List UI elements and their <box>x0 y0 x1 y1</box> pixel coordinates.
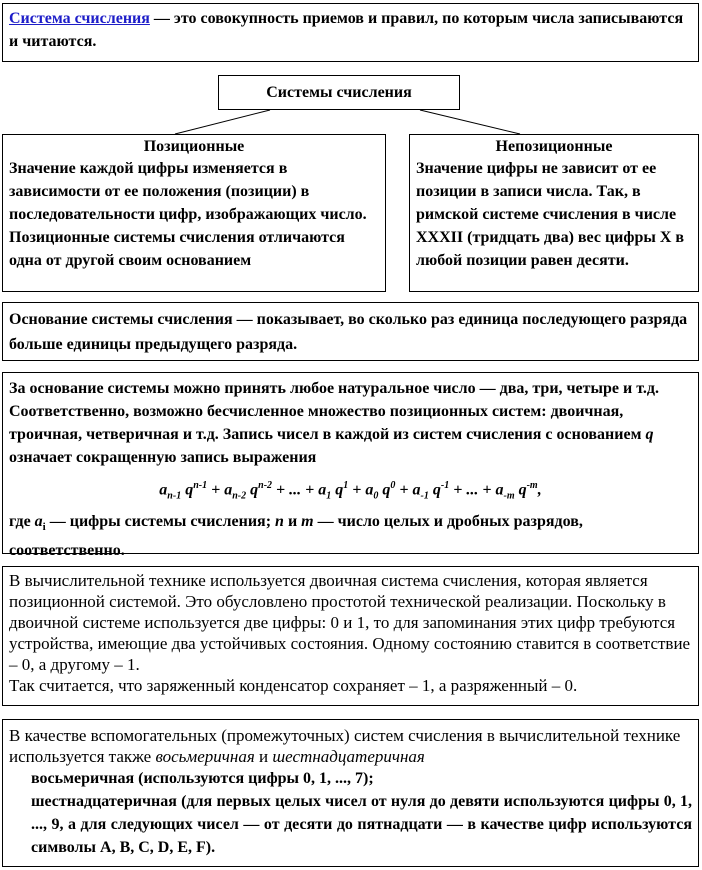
base-term: Основание <box>9 311 88 328</box>
formula-explanation: где $a_i$ — цифры системы счисления; n и m — число целых и дробных разрядов, соответственно. <box>9 512 583 559</box>
positional-base-term: основанием <box>166 252 252 269</box>
positional-box <box>2 134 386 292</box>
system-examples: двоичная, троичная, четверичная и т.д <box>9 403 624 443</box>
binary-paragraph: В вычислительной технике используется двоичная система счисления, которая является позиционной системой. Это обусловлено простотой технической реализации. Поскольку в двоичной системе используется две цифры: 0 и 1, то для запоминания этих цифр требуются устройства, имеющие два устойчивых состояния. Одному состоянию ставится в соответствие – 0, а другому – 1. <box>9 571 691 674</box>
base-text: системы счисления — показывает, во сколько раз единица последующего разряда больше единицы предыдущего разряда. <box>9 311 688 353</box>
base-box <box>2 302 699 361</box>
auxiliary-box <box>2 719 699 867</box>
binary-capacitor-note: Так считается, что заряженный конденсатор сохраняет – 1, а разряженный – 0. <box>9 676 578 695</box>
nonpositional-box <box>409 134 699 292</box>
hex-item: шестнадцатеричная (для первых целых чисел от нуля до девяти используются цифры 0, 1, ..., 9, а для следующих чисел — от десяти до пятнадцати — в качестве цифр используются символы A, B, C, D, E, F). <box>31 793 692 856</box>
connector-left <box>175 110 270 134</box>
octal-term: восьмеричная <box>31 770 135 787</box>
expansion-text: За основание системы можно принять любое натуральное число — два, три, четыре и т.д. Соответственно, возможно бесчисленное множество позиционных систем: двоичная, троичная, четверичная и т.д. Запись чисел в каждой из систем счисления с основанием q означает сокращенную запись выражения <box>9 380 659 466</box>
expansion-formula: $a_{n-1}$ $q^{n-1} + a_{n-2}$ $q^{n-2}$ + ... + $a_1$ $q^1 + a_0$ $q^0 + a_{-1}$ $q^{-1}$ + ... + $a_{-m}$ $q^{-m}$, <box>159 480 542 502</box>
nonpositional-description: Значение цифры не зависит от ее позиции в записи числа. Так, в римской системе счисления в числе XXXII (тридцать два) вес цифры X в любой позиции равен десяти. <box>416 160 685 269</box>
hex-term: шестнадцатеричная <box>31 793 177 810</box>
octal-item: восьмеричная (используются цифры 0, 1, ..., 7); <box>31 770 374 787</box>
auxiliary-intro: В качестве вспомогательных (промежуточных) систем счисления в вычислительной технике используется также восьмеричная и шестнадцатеричная <box>9 726 681 766</box>
definition-term-link[interactable]: Система счисления <box>9 10 150 27</box>
central-title-box <box>218 75 460 110</box>
definition-text: — это совокупность приемов и правил, по которым числа записываются и читаются. <box>9 10 684 50</box>
binary-box <box>2 566 699 706</box>
nonpositional-title: Непозиционные <box>495 138 613 155</box>
expansion-box <box>2 372 699 559</box>
connector-right <box>420 110 520 134</box>
positional-description: Значение каждой цифры изменяется в зависимости от ее положения (позиции) в последовательности цифр, изображающих число. <box>9 160 367 223</box>
base-symbol: q <box>645 426 654 443</box>
central-title: Системы счисления <box>266 83 412 101</box>
positional-title: Позиционные <box>143 138 245 155</box>
definition-box <box>2 3 699 62</box>
positional-base-note: Позиционные системы счисления отличаются одна от другой своим основанием <box>9 229 345 269</box>
